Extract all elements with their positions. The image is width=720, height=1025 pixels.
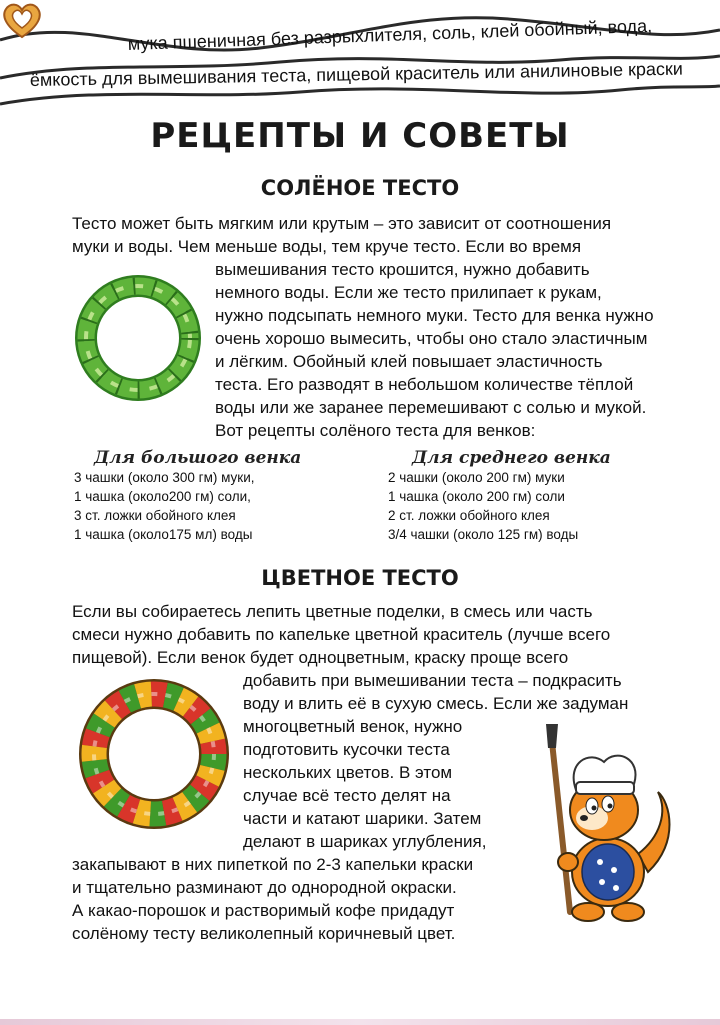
green-wreath-image xyxy=(68,268,208,408)
cat-painter-image xyxy=(530,722,680,927)
salt-dough-intro xyxy=(72,212,676,258)
text-line: добавить при вымешивании теста – подкрасить xyxy=(243,671,622,690)
text-line: Вот рецепты солёного теста для венков: xyxy=(215,421,536,440)
medium-wreath-recipe-title: Для среднего венка xyxy=(412,448,611,468)
list-item: 3/4 чашки (около 125 гм) воды xyxy=(388,527,579,542)
text-line: Тесто может быть мягким или крутым – это зависит от соотношения xyxy=(72,214,612,233)
color-dough-narrow xyxy=(243,715,518,853)
text-line: части и катают шарики. Затем xyxy=(243,809,482,828)
text-line: муки и воды. Чем меньше воды, тем круче тесто. Если во время xyxy=(72,237,582,256)
text-line: и лёгким. Обойный клей повышает эластичность xyxy=(215,352,603,371)
text-line: воды или же заранее перемешивают с солью и мукой. xyxy=(215,398,647,417)
page-title: РЕЦЕПТЫ И СОВЕТЫ xyxy=(150,116,570,156)
text-line: воду и влить её в сухую смесь. Если же задуман xyxy=(243,694,629,713)
list-item: 1 чашка (около 200 гм) соли xyxy=(388,489,565,504)
list-item: 2 ст. ложки обойного клея xyxy=(388,508,550,523)
medium-wreath-recipe-list xyxy=(388,468,578,544)
text-line: смеси нужно добавить по капельке цветной краситель (лучше всего xyxy=(72,625,611,644)
text-line: А какао-порошок и растворимый кофе придадут xyxy=(72,901,455,920)
text-line: закапывают в них пипеткой по 2-3 капельки краски xyxy=(72,855,474,874)
text-line: пищевой). Если венок будет одноцветным, краску проще всего xyxy=(72,648,569,667)
text-line: и тщательно разминают до однородной окраски. xyxy=(72,878,457,897)
list-item: 2 чашки (около 200 гм) муки xyxy=(388,470,565,485)
text-line: нескольких цветов. В этом xyxy=(243,763,453,782)
salt-dough-body xyxy=(215,258,676,442)
color-wreath-image xyxy=(72,672,237,837)
color-dough-intro xyxy=(72,600,676,669)
large-wreath-recipe-list xyxy=(74,468,255,544)
list-item: 3 чашки (около 300 гм) муки, xyxy=(74,470,255,485)
text-line: теста. Его разводят в небольшом количестве тёплой xyxy=(215,375,634,394)
list-item: 1 чашка (около175 мл) воды xyxy=(74,527,253,542)
banner-line-2: ёмкость для вымешивания теста, пищевой краситель или анилиновые краски xyxy=(29,58,684,90)
color-dough-mid xyxy=(243,669,676,715)
large-wreath-recipe-title: Для большого венка xyxy=(94,448,302,468)
materials-banner xyxy=(0,0,720,110)
banner-line-1: мука пшеничная без разрыхлителя, соль, клей обойный, вода, xyxy=(127,15,653,54)
text-line: делают в шариках углубления, xyxy=(243,832,487,851)
color-dough-heading: ЦВЕТНОЕ ТЕСТО xyxy=(261,566,459,590)
list-item: 3 ст. ложки обойного клея xyxy=(74,508,236,523)
text-line: очень хорошо вымесить, чтобы оно стало эластичным xyxy=(215,329,648,348)
text-line: Если вы собираетесь лепить цветные поделки, в смесь или часть xyxy=(72,602,593,621)
text-line: нужно подсыпать немного муки. Тесто для венка нужно xyxy=(215,306,654,325)
list-item: 1 чашка (около200 гм) соли, xyxy=(74,489,251,504)
color-dough-end xyxy=(72,853,518,945)
text-line: вымешивания тесто крошится, нужно добавить xyxy=(215,260,590,279)
text-line: многоцветный венок, нужно xyxy=(243,717,463,736)
bottom-border xyxy=(0,1019,720,1025)
salt-dough-heading: СОЛЁНОЕ ТЕСТО xyxy=(260,176,460,200)
text-line: случае всё тесто делят на xyxy=(243,786,451,805)
banner-waves xyxy=(0,0,720,110)
heart-dough-icon xyxy=(0,0,44,40)
text-line: солёному тесту великолепный коричневый цвет. xyxy=(72,924,456,943)
text-line: немного воды. Если же тесто прилипает к рукам, xyxy=(215,283,602,302)
text-line: подготовить кусочки теста xyxy=(243,740,450,759)
